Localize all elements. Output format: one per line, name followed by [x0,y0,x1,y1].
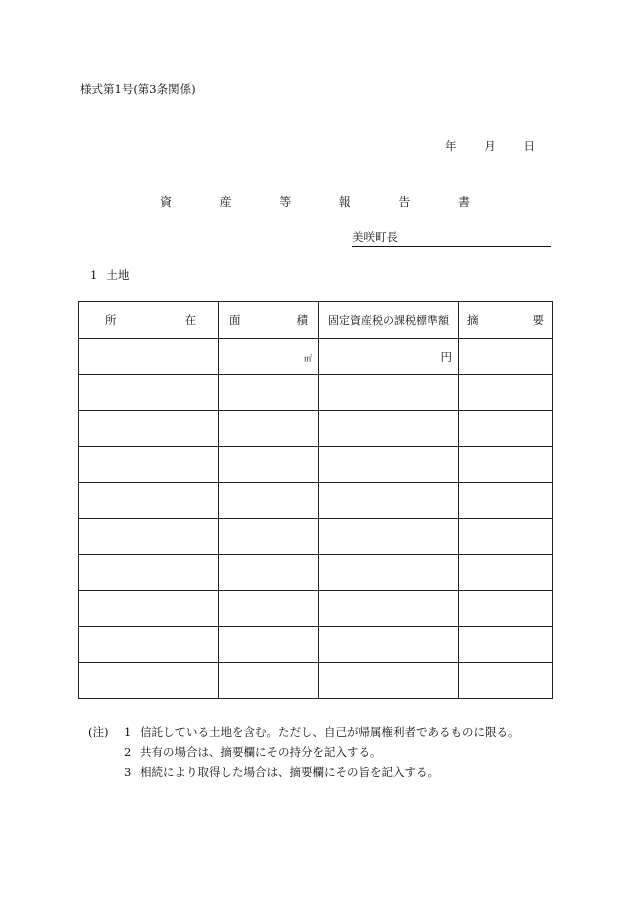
header-area: 面 積 [219,302,319,339]
remarks-cell[interactable] [459,375,553,411]
title-char: 告 [398,195,411,209]
tax-base-cell[interactable] [319,375,459,411]
location-cell[interactable] [79,591,219,627]
table-row [79,339,553,375]
location-cell[interactable] [79,483,219,519]
tax-base-cell[interactable] [319,555,459,591]
location-cell[interactable] [79,411,219,447]
remarks-cell[interactable] [459,411,553,447]
addressee: 美咲町長 [352,230,398,244]
table-row [79,411,553,447]
title-char: 等 [279,195,292,209]
table-row [79,627,553,663]
remarks-cell[interactable] [459,519,553,555]
location-cell[interactable] [79,555,219,591]
date-year: 年 [445,139,457,153]
note-number: 2 [124,745,132,759]
tax-base-cell[interactable] [319,627,459,663]
remarks-cell[interactable] [459,339,553,375]
note-text: 相続により取得した場合は、摘要欄にその旨を記入する。 [140,765,439,779]
section-label: 土地 [106,268,130,282]
form-number: 様式第1号(第3条関係) [80,82,196,96]
tax-base-cell[interactable] [319,519,459,555]
note-number: 1 [124,725,132,739]
location-cell[interactable] [79,339,219,375]
notes-lead: (注) [88,725,109,739]
remarks-cell[interactable] [459,663,553,699]
table-row [79,591,553,627]
note-text: 共有の場合は、摘要欄にその持分を記入する。 [140,745,382,759]
remarks-cell[interactable] [459,483,553,519]
tax-base-cell[interactable] [319,339,459,375]
note-item [88,762,520,782]
location-cell[interactable] [79,627,219,663]
tax-base-cell[interactable] [319,591,459,627]
note-item [88,722,520,742]
date-month: 月 [484,139,496,153]
title-char: 資 [160,195,173,209]
section-number: 1 [90,268,98,282]
tax-base-cell[interactable] [319,483,459,519]
note-text: 信託している土地を含む。ただし、自己が帰属権利者であるものに限る。 [140,725,520,739]
table-row [79,519,553,555]
area-cell[interactable] [219,411,319,447]
title-char: 報 [338,195,351,209]
tax-base-cell[interactable] [319,411,459,447]
tax-base-cell[interactable] [319,663,459,699]
area-unit: ㎡ [304,353,312,363]
area-cell[interactable] [219,483,319,519]
location-cell[interactable] [79,447,219,483]
remarks-cell[interactable] [459,555,553,591]
table-row [79,483,553,519]
location-cell[interactable] [79,663,219,699]
title-char: 産 [219,195,232,209]
document-title [160,193,470,210]
table-row [79,375,553,411]
date-line [445,138,535,154]
area-cell[interactable] [219,339,319,375]
location-cell[interactable] [79,519,219,555]
table-row [79,555,553,591]
table-header-row [79,302,553,339]
area-cell[interactable] [219,627,319,663]
area-cell[interactable] [219,519,319,555]
area-cell[interactable] [219,591,319,627]
header-tax-base: 固定資産税の課税標準額 [319,302,459,339]
table-row [79,447,553,483]
area-cell[interactable] [219,555,319,591]
area-cell[interactable] [219,375,319,411]
note-number: 3 [124,765,132,779]
remarks-cell[interactable] [459,447,553,483]
addressee-line [352,229,551,247]
land-table [78,301,553,699]
title-char: 書 [457,195,470,209]
section-heading [90,267,129,283]
yen-unit: 円 [440,349,452,364]
area-cell[interactable] [219,447,319,483]
note-item [88,742,520,762]
table-row [79,663,553,699]
location-cell[interactable] [79,375,219,411]
remarks-cell[interactable] [459,627,553,663]
remarks-cell[interactable] [459,591,553,627]
header-location: 所 在 [79,302,219,339]
date-day: 日 [523,139,535,153]
notes-block [88,722,520,782]
area-cell[interactable] [219,663,319,699]
header-remarks: 摘 要 [459,302,553,339]
tax-base-cell[interactable] [319,447,459,483]
